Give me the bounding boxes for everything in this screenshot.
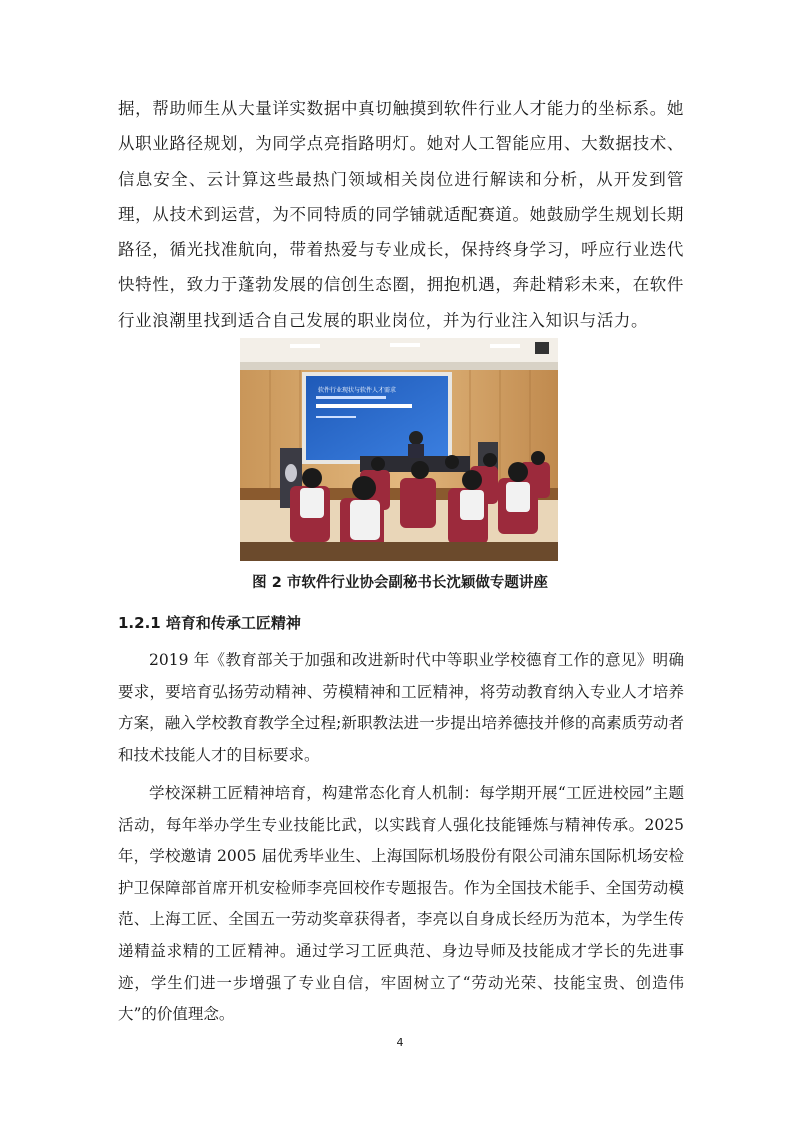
page-number: 4 [396, 1036, 404, 1049]
figure-caption: 图 2 市软件行业协会副秘书长沈颖做专题讲座 [252, 575, 548, 591]
lecture-photo-illustration [240, 338, 558, 561]
paragraph-lecture-summary: 据，帮助师生从大量详实数据中真切触摸到软件行业人才能力的坐标系。她从职业路径规划，为同学点亮指路明灯。她对人工智能应用、大数据技术、信息安全、云计算这些最热门领域相关岗位进行解读和分析，从开发到管理，从技术到运营，为不同特质的同学铺就适配赛道。她鼓励学生规划长期路径，循光找准航向，带着热爱与专业成长，保持终身学习，呼应行业迭代快特性，致力于蓬勃发展的信创生态圈，拥抱机遇，奔赴精彩未来，在软件行业浪潮里找到适合自己发展的职业岗位，并为行业注入知识与活力。 [118, 99, 684, 330]
paragraph-policy: 2019 年《教育部关于加强和改进新时代中等职业学校德育工作的意见》明确要求，要培育弘扬劳动精神、劳模精神和工匠精神，将劳动教育纳入专业人才培养方案，融入学校教育教学全过程;新职教法进一步提出培养德技并修的高素质劳动者和技术技能人才的目标要求。 [118, 651, 684, 764]
lecture-photo [240, 338, 558, 561]
screen-title-text: 软件行业现状与软件人才需求 [318, 387, 397, 394]
section-heading: 1.2.1 培育和传承工匠精神 [118, 614, 301, 632]
paragraph-craftsman: 学校深耕工匠精神培育，构建常态化育人机制：每学期开展“工匠进校园”主题活动，每年举办学生专业技能比武，以实践育人强化技能锤炼与精神传承。2025 年，学校邀请 2005 届优秀毕业生、上海国际机场股份有限公司浦东国际机场安检护卫保障部首席开机安检师李亮回校作专题报告。作为全国技术能手、全国劳动模范、上海工匠、全国五一劳动奖章获得者，李亮以自身成长经历为范本，为学生传递精益求精的工匠精神。通过学习工匠典范、身边导师及技能成才学长的先进事迹，学生们进一步增强了专业自信，牢固树立了“劳动光荣、技能宝贵、创造伟大”的价值理念。 [118, 784, 684, 1024]
